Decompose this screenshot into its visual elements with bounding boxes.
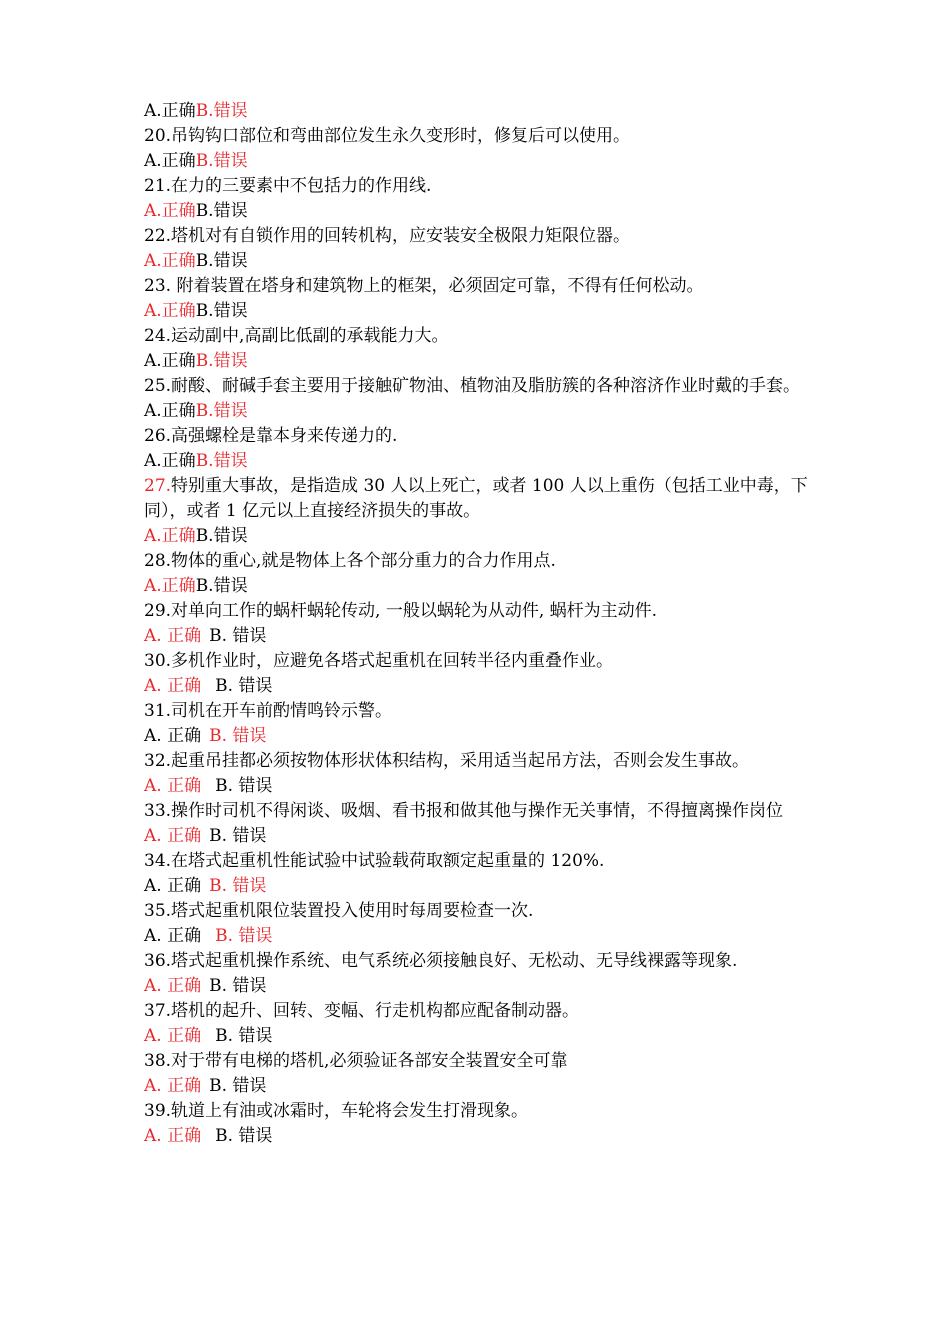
question-text: 36.塔式起重机操作系统、电气系统必须接触良好、无松动、无导线裸露等现象. — [144, 951, 738, 971]
answer-options — [144, 1124, 844, 1149]
option-a: A. 正确 — [144, 1076, 202, 1096]
question-text: 28.物体的重心,就是物体上各个部分重力的合力作用点. — [144, 551, 556, 571]
question-text: 24.运动副中,高副比低副的承载能力大。 — [144, 326, 449, 346]
question-text — [144, 474, 844, 524]
answer-options — [144, 774, 844, 799]
option-b: B. 错误 — [209, 626, 267, 646]
option-b: B.错误 — [195, 101, 248, 121]
answer-options — [144, 149, 844, 174]
option-b: B. 错误 — [209, 1076, 267, 1096]
question-text: 33.操作时司机不得闲谈、吸烟、看书报和做其他与操作无关事情，不得擅离操作岗位 — [144, 801, 784, 821]
question-number: 27. — [144, 476, 172, 496]
answer-options — [144, 1024, 844, 1049]
question-text: 20.吊钩钩口部位和弯曲部位发生永久变形时，修复后可以使用。 — [144, 126, 631, 146]
option-a: A.正确 — [144, 251, 196, 271]
option-b: B. 错误 — [209, 726, 267, 746]
option-b: B. 错误 — [215, 1126, 273, 1146]
option-b: B. 错误 — [209, 976, 267, 996]
question-text: 25.耐酸、耐碱手套主要用于接触矿物油、植物油及脂肪簇的各种溶济作业时戴的手套。 — [144, 376, 801, 396]
answer-options — [144, 674, 844, 699]
question-text: 26.高强螺栓是靠本身来传递力的. — [144, 426, 398, 446]
answer-options — [144, 99, 844, 124]
option-b: B.错误 — [195, 401, 248, 421]
answer-options — [144, 449, 844, 474]
question-text: 39.轨道上有油或冰霜时，车轮将会发生打滑现象。 — [144, 1101, 529, 1121]
option-b: B.错误 — [195, 576, 248, 596]
option-a: A. 正确 — [144, 976, 202, 996]
answer-options — [144, 974, 844, 999]
option-a: A.正确 — [144, 401, 196, 421]
answer-options — [144, 399, 844, 424]
option-a: A. 正确 — [144, 876, 202, 896]
option-a: A.正确 — [144, 101, 196, 121]
answer-options — [144, 824, 844, 849]
option-b: B. 错误 — [209, 826, 267, 846]
option-a: A. 正确 — [144, 1026, 202, 1046]
option-a: A. 正确 — [144, 826, 202, 846]
answer-options — [144, 874, 844, 899]
option-a: A.正确 — [144, 451, 196, 471]
question-list — [144, 99, 844, 1149]
option-b: B. 错误 — [215, 776, 273, 796]
option-b: B.错误 — [195, 251, 248, 271]
question-text: 38.对于带有电梯的塔机,必须验证各部安全装置安全可靠 — [144, 1051, 568, 1071]
option-b: B.错误 — [195, 451, 248, 471]
option-b: B.错误 — [195, 201, 248, 221]
answer-options — [144, 349, 844, 374]
question-text: 37.塔机的起升、回转、变幅、行走机构都应配备制动器。 — [144, 1001, 580, 1021]
option-a: A. 正确 — [144, 776, 202, 796]
question-text: 30.多机作业时，应避免各塔式起重机在回转半径内重叠作业。 — [144, 651, 614, 671]
option-b: B. 错误 — [215, 1026, 273, 1046]
answer-options — [144, 249, 844, 274]
option-b: B.错误 — [195, 351, 248, 371]
option-b: B. 错误 — [215, 926, 273, 946]
option-a: A. 正确 — [144, 1126, 202, 1146]
option-b: B.错误 — [195, 151, 248, 171]
question-text: 31.司机在开车前酌情鸣铃示警。 — [144, 701, 393, 721]
option-b: B.错误 — [195, 526, 248, 546]
option-b: B. 错误 — [209, 876, 267, 896]
option-a: A. 正确 — [144, 726, 202, 746]
answer-options — [144, 1074, 844, 1099]
question-text: 35.塔式起重机限位装置投入使用时每周要检查一次. — [144, 901, 534, 921]
answer-options — [144, 924, 844, 949]
option-a: A.正确 — [144, 201, 196, 221]
question-text: 32.起重吊挂都必须按物体形状体积结构，采用适当起吊方法，否则会发生事故。 — [144, 751, 750, 771]
answer-options — [144, 524, 844, 549]
answer-options — [144, 574, 844, 599]
question-text: 22.塔机对有自锁作用的回转机构，应安装安全极限力矩限位器。 — [144, 226, 631, 246]
answer-options — [144, 199, 844, 224]
option-a: A. 正确 — [144, 926, 202, 946]
option-b: B. 错误 — [215, 676, 273, 696]
option-a: A.正确 — [144, 351, 196, 371]
answer-options — [144, 299, 844, 324]
option-a: A. 正确 — [144, 676, 202, 696]
option-a: A.正确 — [144, 151, 196, 171]
question-text: 21.在力的三要素中不包括力的作用线. — [144, 176, 432, 196]
option-a: A.正确 — [144, 576, 196, 596]
option-b: B.错误 — [195, 301, 248, 321]
answer-options — [144, 724, 844, 749]
answer-options — [144, 624, 844, 649]
question-body: 特别重大事故，是指造成 30 人以上死亡，或者 100 人以上重伤（包括工业中毒，下同），或者 1 亿元以上直接经济损失的事故。 — [144, 476, 808, 521]
question-text: 23. 附着装置在塔身和建筑物上的框架，必须固定可靠，不得有任何松动。 — [144, 276, 704, 296]
question-text: 34.在塔式起重机性能试验中试验载荷取额定起重量的 120%. — [144, 851, 605, 871]
option-a: A.正确 — [144, 526, 196, 546]
question-text: 29.对单向工作的蜗杆蜗轮传动, 一般以蜗轮为从动件, 蜗杆为主动件. — [144, 601, 658, 621]
option-a: A. 正确 — [144, 626, 202, 646]
option-a: A.正确 — [144, 301, 196, 321]
